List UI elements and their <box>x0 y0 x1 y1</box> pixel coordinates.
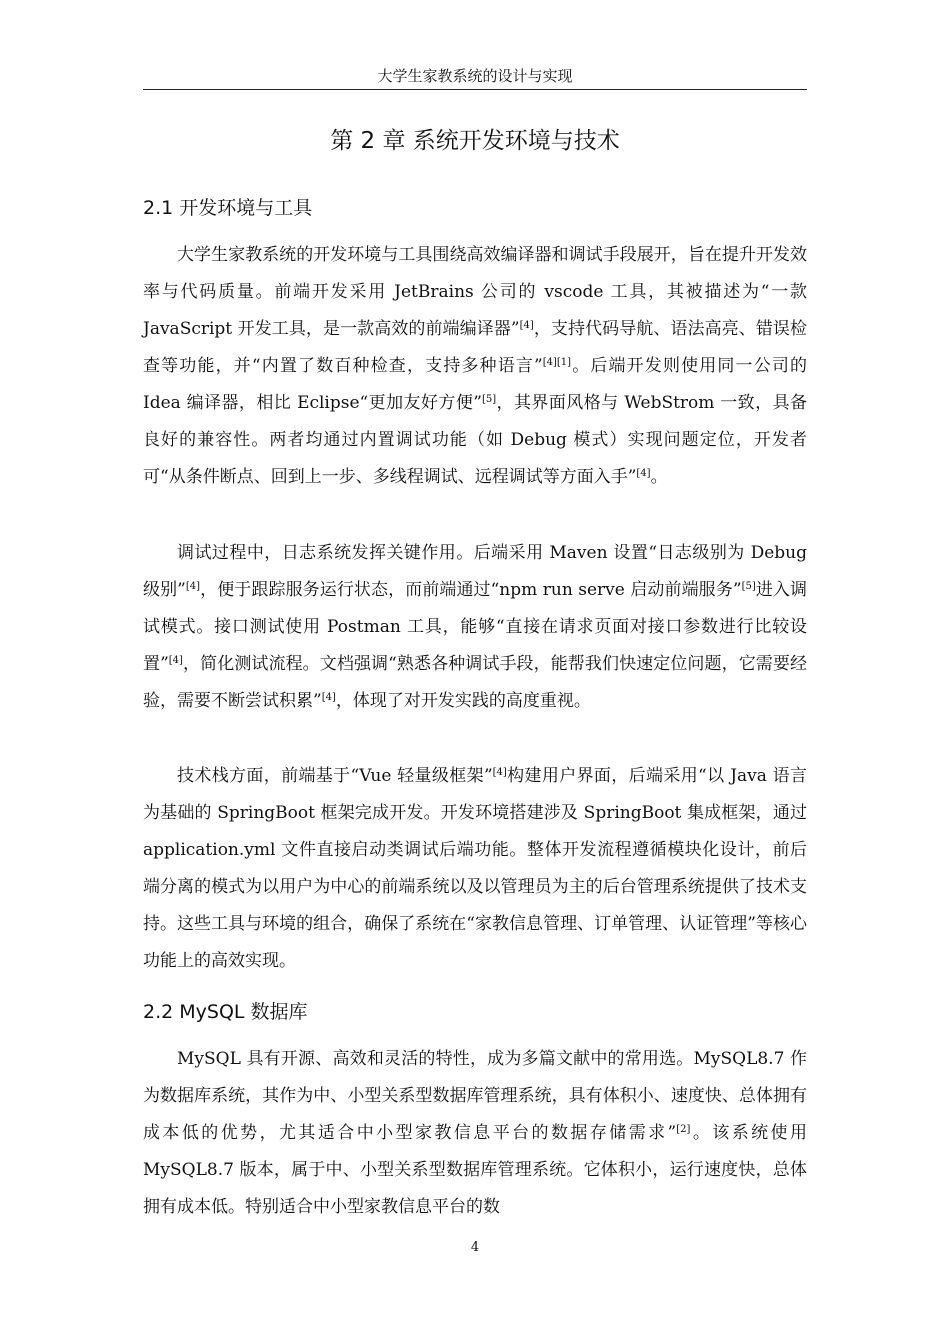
paragraph-debugging: 调试过程中，日志系统发挥关键作用。后端采用 Maven 设置“日志级别为 Debug 级别”[4]，便于跟踪服务运行状态，而前端通过“npm run serve 启动前端服务”[5]进入调试模式。接口测试使用 Postman 工具，能够“直接在请求页面对接口参数进行比较设置”[4]，简化测试流程。文档强调“熟悉各种调试手段，能帮我们快速定位问题，它需要经验，需要不断尝试积累”[4]，体现了对开发实践的高度重视。 <box>143 543 807 711</box>
paragraph-mysql: MySQL 具有开源、高效和灵活的特性，成为多篇文献中的常用选。MySQL8.7 作为数据库系统，其作为中、小型关系型数据库管理系统，具有体积小、速度快、总体拥有成本低的优势，尤其适合中小型家教信息平台的数据存储需求”[2]。该系统使用 MySQL8.7 版本，属于中、小型关系型数据库管理系统。它体积小，运行速度快，总体拥有成本低。特别适合中小型家教信息平台的数 <box>143 1049 807 1217</box>
paragraph-dev-environment: 大学生家教系统的开发环境与工具围绕高效编译器和调试手段展开，旨在提升开发效率与代码质量。前端开发采用 JetBrains 公司的 vscode 工具，其被描述为“一款 JavaScript 开发工具，是一款高效的前端编译器”[4]，支持代码导航、语法高亮、错误检查等功能，并“内置了数百种检查，支持多种语言”[4][1]。后端开发则使用同一公司的 Idea 编译器，相比 Eclipse“更加友好方便”[5]，其界面风格与 WebStrom 一致，具备良好的兼容性。两者均通过内置调试功能（如 Debug 模式）实现问题定位，开发者可“从条件断点、回到上一步、多线程调试、远程调试等方面入手”[4]。 <box>143 245 808 487</box>
citation: [4][1] <box>542 357 572 368</box>
citation: [4] <box>492 767 507 778</box>
chapter-title: 第 2 章 系统开发环境与技术 <box>330 128 620 154</box>
paragraph-tech-stack: 技术栈方面，前端基于“Vue 轻量级框架”[4]构建用户界面，后端采用“以 Java 语言为基础的 SpringBoot 框架完成开发。开发环境搭建涉及 SpringBoot 集成框架，通过 application.yml 文件直接启动类调试后端功能。整体开发流程遵循模块化设计，前后端分离的模式为以用户为中心的前端系统以及以管理员为主的后台管理系统提供了技术支持。这些工具与环境的组合，确保了系统在“家教信息管理、订单管理、认证管理”等核心功能上的高效实现。 <box>143 766 808 971</box>
citation: [4] <box>321 692 336 703</box>
header-rule <box>143 89 807 90</box>
citation: [4] <box>636 468 651 479</box>
citation: [5] <box>481 394 497 405</box>
citation: [4] <box>168 655 183 666</box>
running-header: 大学生家教系统的设计与实现 <box>377 67 573 85</box>
section-heading-2-2: 2.2 MySQL 数据库 <box>143 1001 308 1023</box>
section-heading-2-1: 2.1 开发环境与工具 <box>143 197 313 219</box>
citation: [5] <box>741 581 756 592</box>
page-number: 4 <box>470 1240 480 1255</box>
citation: [4] <box>519 320 534 331</box>
citation: [4] <box>185 581 201 592</box>
citation: [2] <box>676 1124 691 1135</box>
